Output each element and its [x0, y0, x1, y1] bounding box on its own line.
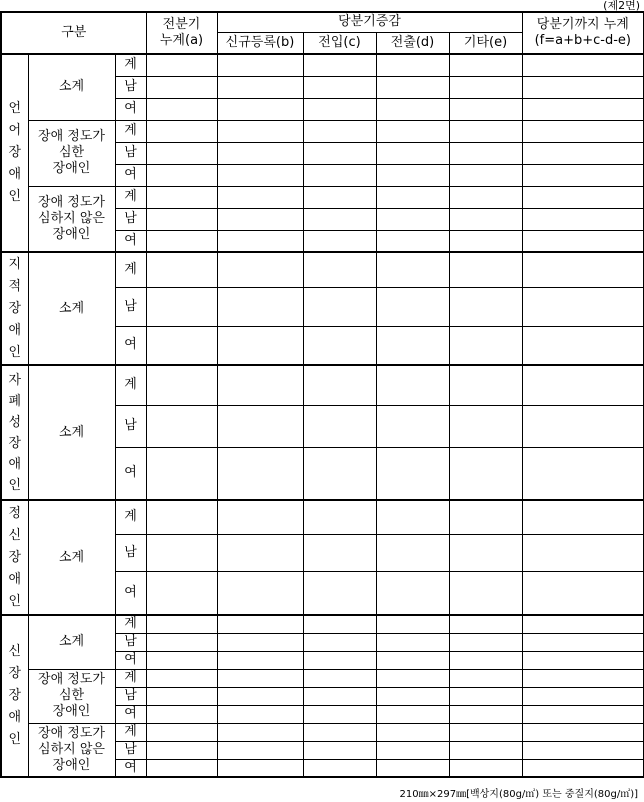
- data-cell[interactable]: [217, 500, 303, 534]
- subgroup-severe: 장애 정도가 심한 장애인: [28, 120, 115, 186]
- data-cell[interactable]: [217, 252, 303, 287]
- data-cell[interactable]: [303, 500, 376, 534]
- header-cumulative-title: 당분기까지 누계: [536, 17, 629, 32]
- data-cell[interactable]: [146, 208, 217, 230]
- data-cell[interactable]: [146, 615, 217, 633]
- data-cell[interactable]: [146, 142, 217, 164]
- data-cell[interactable]: [376, 500, 449, 534]
- data-cell[interactable]: [146, 76, 217, 98]
- data-cell[interactable]: [449, 534, 522, 571]
- header-transfer-out: 전출(d): [376, 32, 449, 54]
- statistics-table: [0, 11, 644, 778]
- data-cell[interactable]: [449, 669, 522, 687]
- data-cell[interactable]: [522, 54, 644, 76]
- header-new-registration: 신규등록(b): [217, 32, 303, 54]
- data-cell[interactable]: [146, 534, 217, 571]
- data-cell[interactable]: [522, 230, 644, 252]
- table-row: [1, 120, 644, 142]
- data-cell[interactable]: [522, 651, 644, 669]
- data-cell[interactable]: [146, 120, 217, 142]
- data-cell[interactable]: [522, 287, 644, 326]
- data-cell[interactable]: [303, 142, 376, 164]
- data-cell[interactable]: [449, 142, 522, 164]
- data-cell[interactable]: [449, 98, 522, 120]
- row-label-female: 여: [115, 326, 146, 365]
- data-cell[interactable]: [303, 723, 376, 741]
- data-cell[interactable]: [217, 142, 303, 164]
- data-cell[interactable]: [303, 98, 376, 120]
- data-cell[interactable]: [522, 615, 644, 633]
- data-cell[interactable]: [376, 326, 449, 365]
- header-row-1: [1, 12, 644, 32]
- data-cell[interactable]: [303, 534, 376, 571]
- data-cell[interactable]: [376, 142, 449, 164]
- group-mental: [1, 500, 28, 615]
- data-cell[interactable]: [303, 651, 376, 669]
- table-row: [1, 500, 644, 534]
- data-cell[interactable]: [449, 76, 522, 98]
- data-cell[interactable]: [303, 54, 376, 76]
- data-cell[interactable]: [449, 500, 522, 534]
- data-cell[interactable]: [449, 54, 522, 76]
- data-cell[interactable]: [217, 705, 303, 723]
- data-cell[interactable]: [376, 98, 449, 120]
- subgroup-non-severe: 장애 정도가 심하지 않은 장애인: [28, 723, 115, 777]
- data-cell[interactable]: [376, 365, 449, 405]
- data-cell[interactable]: [303, 759, 376, 777]
- data-cell[interactable]: [522, 687, 644, 705]
- data-cell[interactable]: [376, 571, 449, 615]
- data-cell[interactable]: [376, 405, 449, 447]
- subgroup-subtotal: 소계: [28, 54, 115, 120]
- form-page-number: (제2면): [603, 0, 640, 12]
- row-label-male: 남: [115, 534, 146, 571]
- data-cell[interactable]: [449, 208, 522, 230]
- data-cell[interactable]: [449, 571, 522, 615]
- subgroup-subtotal: 소계: [28, 500, 115, 615]
- data-cell[interactable]: [146, 759, 217, 777]
- group-kidney: [1, 615, 28, 777]
- row-label-male: 남: [115, 76, 146, 98]
- paper-spec-footer: 210㎜×297㎜[백상지(80g/㎡) 또는 중질지(80g/㎡)]: [399, 789, 638, 800]
- data-cell[interactable]: [303, 208, 376, 230]
- row-label-female: 여: [115, 571, 146, 615]
- data-cell[interactable]: [449, 651, 522, 669]
- data-cell[interactable]: [303, 76, 376, 98]
- data-cell[interactable]: [376, 705, 449, 723]
- data-cell[interactable]: [217, 741, 303, 759]
- group-autism-label: 자 폐 성 장 애 인: [8, 372, 22, 493]
- data-cell[interactable]: [146, 669, 217, 687]
- data-cell[interactable]: [217, 54, 303, 76]
- header-previous-line2: 누계(a): [159, 33, 204, 48]
- data-cell[interactable]: [522, 365, 644, 405]
- data-cell[interactable]: [217, 287, 303, 326]
- data-cell[interactable]: [522, 98, 644, 120]
- data-cell[interactable]: [303, 120, 376, 142]
- data-cell[interactable]: [303, 615, 376, 633]
- data-cell[interactable]: [449, 287, 522, 326]
- data-cell[interactable]: [146, 705, 217, 723]
- data-cell[interactable]: [449, 230, 522, 252]
- subgroup-subtotal: 소계: [28, 252, 115, 365]
- row-label-female: 여: [115, 230, 146, 252]
- row-label-total: 계: [115, 186, 146, 208]
- data-cell[interactable]: [146, 723, 217, 741]
- data-cell[interactable]: [376, 651, 449, 669]
- row-label-female: 여: [115, 164, 146, 186]
- data-cell[interactable]: [146, 365, 217, 405]
- data-cell[interactable]: [146, 186, 217, 208]
- data-cell[interactable]: [303, 164, 376, 186]
- data-cell[interactable]: [303, 252, 376, 287]
- data-cell[interactable]: [217, 120, 303, 142]
- data-cell[interactable]: [522, 447, 644, 500]
- row-label-male: 남: [115, 287, 146, 326]
- data-cell[interactable]: [303, 705, 376, 723]
- data-cell[interactable]: [146, 447, 217, 500]
- header-previous-line1: 전분기: [162, 17, 201, 32]
- data-cell[interactable]: [376, 741, 449, 759]
- data-cell[interactable]: [522, 669, 644, 687]
- data-cell[interactable]: [522, 252, 644, 287]
- data-cell[interactable]: [522, 186, 644, 208]
- row-label-male: 남: [115, 208, 146, 230]
- data-cell[interactable]: [449, 405, 522, 447]
- group-autism: [1, 365, 28, 500]
- row-label-male: 남: [115, 142, 146, 164]
- data-cell[interactable]: [376, 633, 449, 651]
- data-cell[interactable]: [217, 208, 303, 230]
- data-cell[interactable]: [217, 447, 303, 500]
- header-category: 구분: [1, 12, 146, 54]
- table-row: [1, 365, 644, 405]
- data-cell[interactable]: [449, 365, 522, 405]
- data-cell[interactable]: [522, 500, 644, 534]
- subgroup-severe: 장애 정도가 심한 장애인: [28, 669, 115, 723]
- data-cell[interactable]: [522, 164, 644, 186]
- data-cell[interactable]: [376, 615, 449, 633]
- row-label-total: 계: [115, 500, 146, 534]
- row-label-female: 여: [115, 98, 146, 120]
- data-cell[interactable]: [376, 252, 449, 287]
- data-cell[interactable]: [146, 252, 217, 287]
- data-cell[interactable]: [146, 230, 217, 252]
- table-row: [1, 186, 644, 208]
- data-cell[interactable]: [146, 326, 217, 365]
- data-cell[interactable]: [303, 230, 376, 252]
- data-cell[interactable]: [146, 633, 217, 651]
- row-label-total: 계: [115, 252, 146, 287]
- data-cell[interactable]: [376, 54, 449, 76]
- subgroup-subtotal: 소계: [28, 365, 115, 500]
- data-cell[interactable]: [303, 687, 376, 705]
- data-cell[interactable]: [217, 669, 303, 687]
- header-other: 기타(e): [449, 32, 522, 54]
- data-cell[interactable]: [146, 54, 217, 76]
- data-cell[interactable]: [449, 615, 522, 633]
- row-label-total: 계: [115, 54, 146, 76]
- header-previous-cumulative: [146, 12, 217, 54]
- data-cell[interactable]: [376, 120, 449, 142]
- group-intellectual-label: 지 적 장 애 인: [8, 256, 22, 360]
- row-label-male: 남: [115, 741, 146, 759]
- row-label-male: 남: [115, 687, 146, 705]
- data-cell[interactable]: [449, 633, 522, 651]
- data-cell[interactable]: [217, 230, 303, 252]
- data-cell[interactable]: [376, 759, 449, 777]
- data-cell[interactable]: [146, 687, 217, 705]
- row-label-total: 계: [115, 669, 146, 687]
- subgroup-subtotal: 소계: [28, 615, 115, 669]
- row-label-female: 여: [115, 651, 146, 669]
- data-cell[interactable]: [449, 687, 522, 705]
- data-cell[interactable]: [217, 534, 303, 571]
- group-intellectual: [1, 252, 28, 365]
- data-cell[interactable]: [217, 186, 303, 208]
- data-cell[interactable]: [522, 759, 644, 777]
- header-cumulative: [522, 12, 644, 54]
- data-cell[interactable]: [376, 76, 449, 98]
- data-cell[interactable]: [217, 633, 303, 651]
- table-row: [1, 615, 644, 633]
- data-cell[interactable]: [376, 230, 449, 252]
- data-cell[interactable]: [217, 723, 303, 741]
- data-cell[interactable]: [217, 759, 303, 777]
- data-cell[interactable]: [449, 326, 522, 365]
- data-cell[interactable]: [217, 405, 303, 447]
- data-cell[interactable]: [376, 687, 449, 705]
- data-cell[interactable]: [522, 534, 644, 571]
- group-kidney-label: 신 장 장 애 인: [8, 644, 22, 747]
- data-cell[interactable]: [522, 208, 644, 230]
- data-cell[interactable]: [376, 164, 449, 186]
- data-cell[interactable]: [217, 651, 303, 669]
- data-cell[interactable]: [522, 633, 644, 651]
- data-cell[interactable]: [217, 164, 303, 186]
- data-cell[interactable]: [522, 405, 644, 447]
- data-cell[interactable]: [217, 687, 303, 705]
- data-cell[interactable]: [522, 723, 644, 741]
- table-row: [1, 54, 644, 76]
- row-label-male: 남: [115, 405, 146, 447]
- data-cell[interactable]: [303, 405, 376, 447]
- data-cell[interactable]: [217, 326, 303, 365]
- data-cell[interactable]: [449, 120, 522, 142]
- data-cell[interactable]: [522, 705, 644, 723]
- data-cell[interactable]: [146, 98, 217, 120]
- data-cell[interactable]: [449, 164, 522, 186]
- data-cell[interactable]: [217, 571, 303, 615]
- data-cell[interactable]: [376, 669, 449, 687]
- group-mental-label: 정 신 장 애 인: [8, 505, 22, 609]
- data-cell[interactable]: [303, 365, 376, 405]
- data-cell[interactable]: [376, 534, 449, 571]
- data-cell[interactable]: [376, 186, 449, 208]
- data-cell[interactable]: [146, 405, 217, 447]
- data-cell[interactable]: [449, 723, 522, 741]
- data-cell[interactable]: [146, 651, 217, 669]
- data-cell[interactable]: [522, 571, 644, 615]
- data-cell[interactable]: [146, 164, 217, 186]
- data-cell[interactable]: [376, 447, 449, 500]
- row-label-total: 계: [115, 365, 146, 405]
- data-cell[interactable]: [303, 741, 376, 759]
- subgroup-non-severe: 장애 정도가 심하지 않은 장애인: [28, 186, 115, 252]
- row-label-male: 남: [115, 633, 146, 651]
- data-cell[interactable]: [522, 142, 644, 164]
- data-cell[interactable]: [146, 287, 217, 326]
- table-row: [1, 252, 644, 287]
- data-cell[interactable]: [376, 723, 449, 741]
- table-row: [1, 723, 644, 741]
- data-cell[interactable]: [303, 287, 376, 326]
- data-cell[interactable]: [303, 669, 376, 687]
- data-cell[interactable]: [303, 186, 376, 208]
- group-language: [1, 54, 28, 252]
- row-label-female: 여: [115, 705, 146, 723]
- data-cell[interactable]: [303, 571, 376, 615]
- data-cell[interactable]: [217, 365, 303, 405]
- data-cell[interactable]: [449, 741, 522, 759]
- header-transfer-in: 전입(c): [303, 32, 376, 54]
- data-cell[interactable]: [449, 252, 522, 287]
- data-cell[interactable]: [522, 326, 644, 365]
- data-cell[interactable]: [522, 120, 644, 142]
- data-cell[interactable]: [449, 705, 522, 723]
- data-cell[interactable]: [522, 76, 644, 98]
- data-cell[interactable]: [146, 571, 217, 615]
- data-cell[interactable]: [146, 741, 217, 759]
- data-cell[interactable]: [376, 287, 449, 326]
- data-cell[interactable]: [217, 98, 303, 120]
- data-cell[interactable]: [303, 633, 376, 651]
- group-language-label: 언 어 장 애 인: [8, 101, 22, 204]
- data-cell[interactable]: [449, 447, 522, 500]
- row-label-total: 계: [115, 615, 146, 633]
- data-cell[interactable]: [522, 741, 644, 759]
- table-row: [1, 669, 644, 687]
- row-label-total: 계: [115, 120, 146, 142]
- data-cell[interactable]: [376, 208, 449, 230]
- data-cell[interactable]: [303, 447, 376, 500]
- data-cell[interactable]: [449, 759, 522, 777]
- row-label-female: 여: [115, 447, 146, 500]
- data-cell[interactable]: [449, 186, 522, 208]
- data-cell[interactable]: [303, 326, 376, 365]
- data-cell[interactable]: [146, 500, 217, 534]
- row-label-female: 여: [115, 759, 146, 777]
- data-cell[interactable]: [217, 76, 303, 98]
- row-label-total: 계: [115, 723, 146, 741]
- header-cumulative-formula: (f=a+b+c-d-e): [534, 33, 631, 48]
- header-current-change: 당분기증감: [217, 12, 522, 32]
- data-cell[interactable]: [217, 615, 303, 633]
